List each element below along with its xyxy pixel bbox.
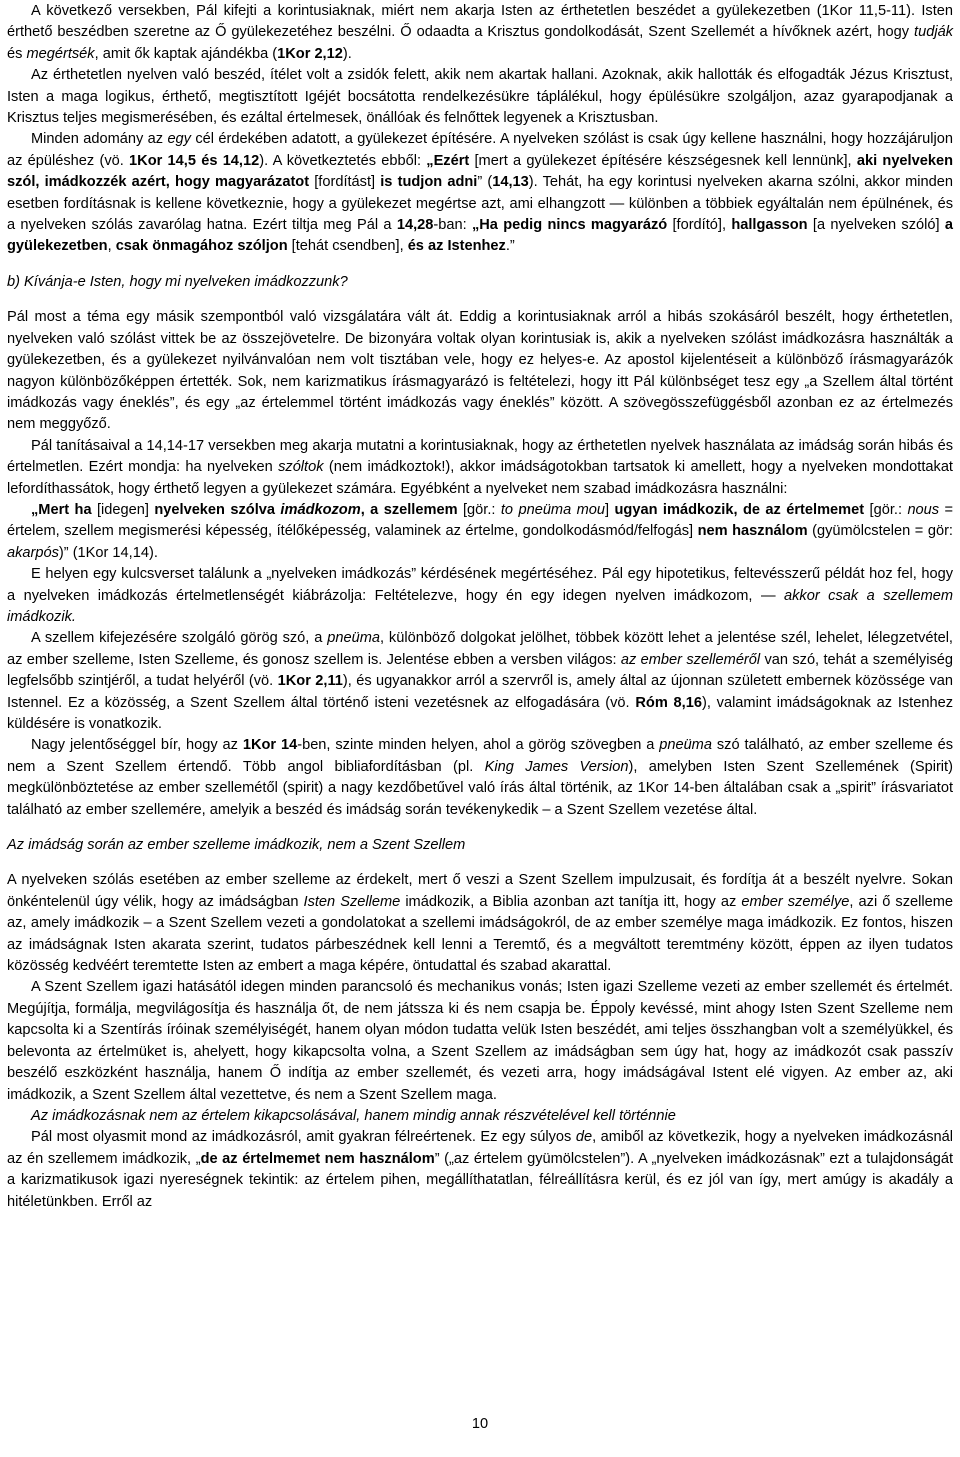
paragraph xyxy=(7,500,953,564)
text-run: A következő versekben, Pál kifejti a korintusiaknak, miért nem akarja Isten az érthetetlen beszédet a gyülekezetben (1Kor 11,5-11). Isten érthető beszédben szeretne az Ő gyülekezetéhez beszélni. Ő odaadta a Krisztus gondolkodását, Szent Szellemét a hívőknek azért, hogy xyxy=(7,3,953,41)
paragraph xyxy=(7,1106,953,1127)
text-run: ), és ugyanakkor arról a szervről is, amely által az újonnan született embernek közössége van Istennel. Ez a közösség, a Szent Szellem által történő isteni vezetésnek az elfogadására (vö. xyxy=(7,673,953,711)
paragraph xyxy=(7,870,953,977)
text-run: , amit ők kaptak ajándékba ( xyxy=(94,45,278,62)
text-run: ” („az értelem gyümölcstelen”). A „nyelveken imádkozásnak” ezt a tulajdonságát a karizmatikusok igazi nyereségnek tekintik: az értelem pihen, megállíthatatlan, félreállításra kerül, és ez jól van így, mert amúgy is akadály a hitéletünkben. Erről az xyxy=(7,1150,953,1210)
text-run: .” xyxy=(505,238,515,255)
spacer xyxy=(7,258,953,272)
text-run: ” ( xyxy=(477,174,493,191)
italic-text: de xyxy=(575,1129,593,1146)
italic-text: pneüma xyxy=(659,737,712,754)
italic-text: King James Version xyxy=(484,758,629,775)
bold-text: 1Kor 14,5 és 14,12 xyxy=(129,152,260,169)
spacer xyxy=(7,821,953,835)
bold-text: nem használom xyxy=(697,523,808,540)
text-run: [tehát csendben], xyxy=(287,238,408,255)
bold-text: „Ha pedig nincs magyarázó xyxy=(471,217,668,234)
paragraph xyxy=(7,977,953,1105)
bold-text: 1Kor 2,12 xyxy=(277,45,343,62)
italic-text: akkor csak a szellemem imádkozik. xyxy=(7,587,953,625)
text-run: [idegen] xyxy=(91,501,155,518)
bold-text: nyelveken szólva xyxy=(154,501,281,518)
bold-text: „Mert ha xyxy=(31,501,92,518)
text-run: (nem imádkoztok!), akkor imádságotokban tartsatok ki amellett, hogy a nyelveken mondottakat lefordíthassátok, hogy érthető legyen a gyülekezet számára. Egyébként a nyelveket nem szabad imádkozásra használni: xyxy=(7,459,953,497)
text-run: [mert a gyülekezet építésére készségesnek kell lennünk], xyxy=(469,152,857,169)
italic-text: egy xyxy=(167,131,191,148)
spacer xyxy=(7,856,953,870)
text-run: szó található, az ember szelleme és nem a Szent Szellem értendő. Több angol bibliafordításban (pl. xyxy=(7,737,953,775)
text-run: [gör.: xyxy=(864,501,908,518)
italic-text: tudják xyxy=(914,24,953,41)
text-run: , azi ő szelleme az, amely imádkozik – a Szent Szellem vezeti a gondolatokat a szellemi imádságokról, de az ember személye maga imádkozik. Ez fontos, hiszen az imádságnak Isten akarata szerint, tudatos párbeszédnek kell lenni a Teremtő, és a megváltott teremtmény között, éppen az ilyen tudatos közösség kedvéért teremtette Isten az embert a maga képére, öntudattal és szabad akarattal. xyxy=(7,893,954,975)
section-heading xyxy=(7,835,953,856)
text-run: ). A következtetés ebből: xyxy=(259,152,427,169)
text-run: , különböző dolgokat jelölhet, többek között lehet a jelentése szél, lehelet, lélegzetvétel, az ember szelleme, Isten Szelleme, és gonosz szellem is. Jelentése ebben a versben világos: xyxy=(7,630,953,668)
bold-text: de az értelmemet nem használom xyxy=(200,1150,435,1167)
paragraph xyxy=(7,129,953,257)
text-run: Minden adomány az xyxy=(31,131,168,148)
italic-text: az ember szelleméről xyxy=(620,651,761,668)
text-run: , amiből az következik, hogy a nyelveken imádkozásnál az én szellemem imádkozik, „ xyxy=(7,1129,953,1167)
text-run: [fordító], xyxy=(667,217,732,234)
paragraph xyxy=(7,1127,953,1213)
bold-text: és az Istenhez xyxy=(407,238,506,255)
bold-italic-text: imádkozom xyxy=(280,501,361,518)
text-run: [fordítást] xyxy=(309,174,381,191)
text-run: van szó, tehát a személyiség legfelsőbb szintjéről, a tudat helyéről (vö. xyxy=(7,651,953,690)
text-run: és xyxy=(7,45,27,62)
text-run: b) Kívánja-e Isten, hogy mi nyelveken imádkozzunk? xyxy=(7,273,348,290)
bold-text: „Ezért xyxy=(426,152,470,169)
text-run: ] xyxy=(605,501,615,518)
text-run: ), amelyben Isten Szent Szellemének (Spirit) megkülönböztetése az ember szellemétől (spirit) a nagy kezdőbetűvel való írás által történik, az 1Kor 14-ben általában csak a „spirit” írásvariatot található az ember szellemére, amelyik a beszéd és imádság során tevékenykedik – a Szent Szellem vezetése által. xyxy=(7,758,953,818)
paragraph xyxy=(7,564,953,628)
text-run: E helyen egy kulcsverset találunk a „nyelveken imádkozás” kérdésének megértéséhez. Pál egy hipotetikus, feltevésszerű példát hoz fel, hogy a nyelveken imádkozás értelmetlenségét kiábrázolja: Feltételezve, hogy én egy idegen nyelven imádkozom, — xyxy=(7,566,953,604)
text-run: -ban: xyxy=(433,217,472,234)
text-run: A Szent Szellem igazi hatásától idegen minden parancsoló és mechanikus vonás; Isten igazi Szelleme vezeti az ember szellemét és értelmét. Megújítja, formálja, megvilágosítja és használja őt, de nem játssza ki és nem csapja be. Éppoly kevéssé, mint ahogy Isten Szent Szelleme nem kapcsolta ki a Szentírás íróinak személyiségét, hanem olyan módon tudatta velük Isten beszédét, ami teljes összhangban volt a személyükkel, és belevonta az értelmüket is, ahelyett, hogy kikapcsolta volna, a Szent Szellem az imádságban sem úgy hat, hogy az imádkozót csak passzív beszélő eszközként használja, hanem Ő indítja az ember szellemét, és vezeti arra, hogy imádságával Istent elé vigyen. Az ember az, aki imádkozik, a Szent Szellem által vezettetve, és nem a Szent Szellem maga. xyxy=(7,979,953,1103)
text-run: [gör.: xyxy=(457,501,501,518)
text-run: Pál tanításaival a 14,14-17 versekben meg akarja mutatni a korintusiaknak, hogy az érthetetlen nyelvek használata az imádság során hibás és értelmetlen. Ezért mondja: ha nyelveken xyxy=(7,437,953,476)
bold-text: 14,28 xyxy=(396,217,434,234)
italic-text: akarpós xyxy=(7,544,59,561)
text-run: , xyxy=(107,238,116,255)
paragraph xyxy=(7,628,953,735)
bold-text: csak önmagához szóljon xyxy=(115,238,288,255)
text-run: )” (1Kor 14,14). xyxy=(58,544,158,561)
section-heading xyxy=(7,272,953,293)
italic-text: Az imádkozásnak nem az értelem kikapcsolásával, hanem mindig annak részvételével kell történnie xyxy=(31,1107,676,1124)
italic-text: to pneüma mou xyxy=(500,501,606,518)
text-run: ). xyxy=(342,45,352,62)
italic-text: szóltok xyxy=(278,459,324,476)
text-run: Pál most olyasmit mond az imádkozásról, amit gyakran félreértenek. Ez egy súlyos xyxy=(31,1129,576,1146)
text-run: ), valamint imádságoknak az Istenhez küldésére is vonatkozik. xyxy=(7,694,953,732)
paragraph xyxy=(7,65,953,129)
document-body xyxy=(7,1,953,1213)
text-run: Az érthetetlen nyelven való beszéd, ítélet volt a zsidók felett, akik nem akartak hallani. Azoknak, akik hallották és elfogadták Jézus Krisztust, Isten a maga logikus, érthető, megtisztított Igéjét bocsátotta rendelkezésükre táplálékul, hogy épülésükre szolgáljon, azaz gyarapodjanak a Krisztus teljes megismerésében, és ezáltal értelmesek, önállóak és felnőttek legyenek a Krisztusban. xyxy=(7,67,953,127)
paragraph xyxy=(7,436,953,500)
italic-text: nous xyxy=(907,501,940,518)
italic-text: pneüma xyxy=(327,630,380,647)
text-run: ). Tehát, ha egy korintusi nyelveken akarna szólni, akkor minden esetben fordításnak is kellene következnie, hogy a gyülekezet megértse azt, ami elhangzott — különben a többiek egyáltalán nem épülnének, és a nyelveken szólás zavarólag hatna. Ezért tiltja meg Pál a xyxy=(7,174,953,234)
text-run: = értelem, szellem megismerési képesség, ítélőképesség, valaminek az értelme, gondolkodásmód/felfogás] xyxy=(7,501,954,540)
text-run: A nyelveken szólás esetében az ember szelleme az érdekelt, mert ő veszi a Szent Szellem impulzusait, és fordítja át a beszélt nyelvre. Sokan önkéntelenül úgy vélik, hogy az imádságban xyxy=(7,872,953,910)
text-run: cél érdekében adatott, a gyülekezet építésére. A nyelveken szólást is csak úgy kellene használni, hogy hozzájáruljon az épüléshez (vö. xyxy=(7,131,953,169)
bold-text: Róm 8,16 xyxy=(635,694,702,711)
spacer xyxy=(7,293,953,307)
page-number: 10 xyxy=(471,1416,489,1432)
italic-text: ember személye xyxy=(741,893,850,910)
bold-text: a gyülekezetben xyxy=(7,217,953,255)
bold-text: 14,13 xyxy=(492,174,529,191)
bold-text: ugyan imádkozik, de az értelmemet xyxy=(614,501,865,518)
italic-text: Isten Szelleme xyxy=(303,893,401,910)
text-run: Pál most a téma egy másik szempontból való vizsgálatára vált át. Eddig a korintusiaknak arról a hibás szokásáról beszélt, hogy érthetetlen, nyelveken való szólást vittek be az összejövetelre. De bizonyára voltak olyan korintusiak is, akik a nyelveken szólást imádkozásra használták a gyülekezetben, és a gyülekezet nyilvánvalóan nem volt tisztában vele, hogy ez helyes-e. Az apostol kijelentéseit a különböző írásmagyarázók nagyon különbözőképpen értették. Sok, nem karizmatikus írásmagyarázó is feltételezi, hogy itt Pál különbséget tesz egy „a Szellem által történt imádkozás vagy éneklés”, és egy „az értelemmel történt imádkozás vagy éneklés” között. A szövegösszefüggésből azonban ez az értelmezés nem meggyőző. xyxy=(7,309,953,433)
text-run: imádkozik, a Biblia azonban azt tanítja itt, hogy az xyxy=(400,893,742,910)
text-run: Nagy jelentőséggel bír, hogy az xyxy=(31,737,243,754)
paragraph xyxy=(7,1,953,65)
text-run: [a nyelveken szóló] xyxy=(807,217,945,234)
paragraph xyxy=(7,735,953,821)
italic-text: megértsék xyxy=(26,45,95,62)
text-run: Az imádság során az ember szelleme imádkozik, nem a Szent Szellem xyxy=(7,837,466,854)
bold-text: 1Kor 14 xyxy=(242,737,298,754)
bold-text: aki nyelveken szól, imádkozzék azért, hogy magyarázatot xyxy=(7,152,953,191)
paragraph xyxy=(7,307,953,435)
text-run: -ben, szinte minden helyen, ahol a görög szövegben a xyxy=(297,737,660,754)
bold-text: is tudjon adni xyxy=(380,174,478,191)
bold-text: 1Kor 2,11 xyxy=(277,673,343,690)
text-run: (gyümölcstelen = gör: xyxy=(807,523,953,540)
bold-text: , a szellemem xyxy=(360,501,458,518)
text-run: A szellem kifejezésére szolgáló görög szó, a xyxy=(31,630,328,647)
bold-text: hallgasson xyxy=(731,217,808,234)
